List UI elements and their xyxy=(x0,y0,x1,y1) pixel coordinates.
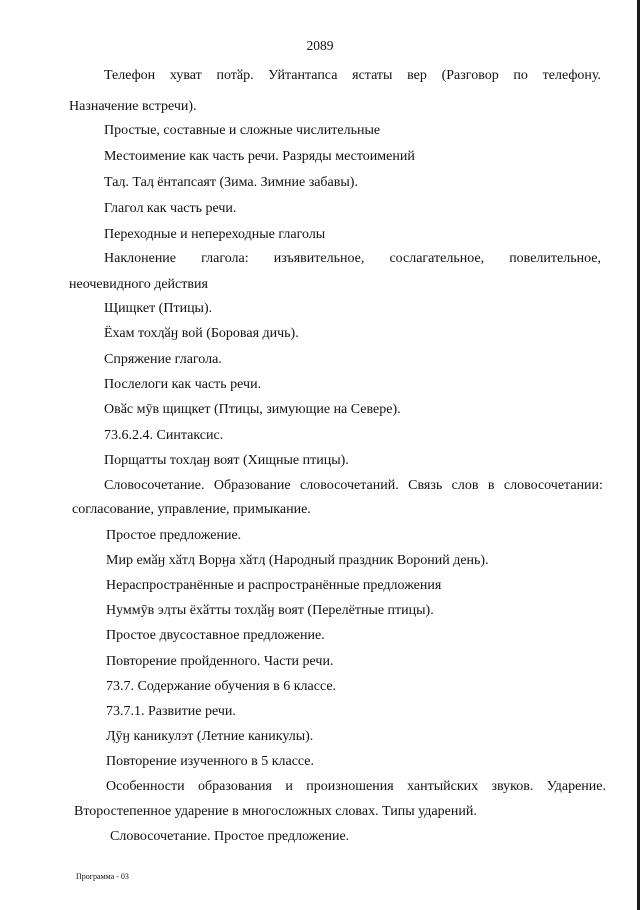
paragraph-line-justified xyxy=(106,779,606,795)
paragraph-line: Словосочетание. Простое предложение. xyxy=(110,829,350,844)
section-heading: 73.7.1. Развитие речи. xyxy=(106,704,236,719)
word: повелительное, xyxy=(509,251,601,266)
paragraph-line: Второстепенное ударение в многосложных словах. Типы ударений. xyxy=(74,804,477,819)
word: Образование xyxy=(213,478,291,493)
paragraph-line: Глагол как часть речи. xyxy=(104,201,237,216)
word: словосочетаний. xyxy=(300,478,399,493)
paragraph-line: Спряжение глагола. xyxy=(104,352,222,367)
word: телефону. xyxy=(542,68,601,83)
footer-program-label: Программа - 03 xyxy=(76,872,129,881)
page-number: 2089 xyxy=(306,38,334,53)
paragraph-line: Таӆ. Таӆ ёнтапсаят (Зима. Зимние забавы). xyxy=(104,175,358,190)
word: в xyxy=(487,478,495,493)
paragraph-line: Повторение изученного в 5 классе. xyxy=(106,754,315,769)
word: Наклонение xyxy=(104,251,177,266)
word: звуков. xyxy=(491,779,534,794)
word: образования xyxy=(198,779,272,794)
word: и xyxy=(285,779,293,794)
paragraph-line-justified xyxy=(104,478,603,494)
word: словосочетании: xyxy=(503,478,603,493)
paragraph-line: Послелоги как часть речи. xyxy=(104,377,262,392)
paragraph-line: Простые, составные и сложные числительные xyxy=(104,123,381,138)
word: Особенности xyxy=(106,779,185,794)
word: Уйтантапса xyxy=(268,68,338,83)
paragraph-line: согласование, управление, примыкание. xyxy=(72,502,311,517)
word: Телефон xyxy=(104,68,156,83)
paragraph-line: Щищкет (Птицы). xyxy=(104,301,213,316)
word: вер xyxy=(407,68,427,83)
word: Словосочетание. xyxy=(104,478,205,493)
word: слов xyxy=(451,478,479,493)
word: произношения xyxy=(306,779,394,794)
paragraph-line: Нуммӯв эӆты ёхӑтты тохӆӑӈ воят (Перелётные птицы). xyxy=(106,603,434,618)
word: Связь xyxy=(408,478,443,493)
word: сослагательное, xyxy=(389,251,485,266)
section-heading: 73.7. Содержание обучения в 6 классе. xyxy=(106,679,337,694)
word: изъявительное, xyxy=(273,251,365,266)
paragraph-line: Нераспространённые и распространённые предложения xyxy=(106,578,442,593)
paragraph-line: Местоимение как часть речи. Разряды местоимений xyxy=(104,149,415,164)
paragraph-line: Переходные и непереходные глаголы xyxy=(104,227,326,242)
paragraph-line: Ӆӯӈ каникулэт (Летние каникулы). xyxy=(106,729,314,744)
paragraph-line: Порщатты тохӆаӈ воят (Хищные птицы). xyxy=(104,453,349,468)
paragraph-line: Простое двусоставное предложение. xyxy=(106,628,325,643)
word: хуват xyxy=(169,68,202,83)
paragraph-line: Повторение пройденного. Части речи. xyxy=(106,654,334,669)
word: ястаты xyxy=(352,68,393,83)
paragraph-line: Овӑс мӯв щищкет (Птицы, зимующие на Севере). xyxy=(104,402,401,417)
paragraph-line: Мир емӑӈ хӑтӆ Ворӈа хӑтӆ (Народный праздник Вороний день). xyxy=(106,553,489,568)
paragraph-line: Ёхам тохӆӑӈ вой (Боровая дичь). xyxy=(104,326,299,341)
section-heading: 73.6.2.4. Синтаксис. xyxy=(104,428,224,443)
paragraph-line-justified xyxy=(104,68,601,84)
word: потӑр. xyxy=(216,68,254,83)
word: по xyxy=(513,68,528,83)
word: глагола: xyxy=(201,251,249,266)
paragraph-line-justified xyxy=(104,251,601,267)
word: хантыйских xyxy=(407,779,479,794)
paragraph-line: Простое предложение. xyxy=(106,528,242,543)
word: (Разговор xyxy=(441,68,499,83)
word: Ударение. xyxy=(546,779,606,794)
paragraph-line: Назначение встречи). xyxy=(69,99,197,114)
paragraph-line: неочевидного действия xyxy=(69,277,208,292)
